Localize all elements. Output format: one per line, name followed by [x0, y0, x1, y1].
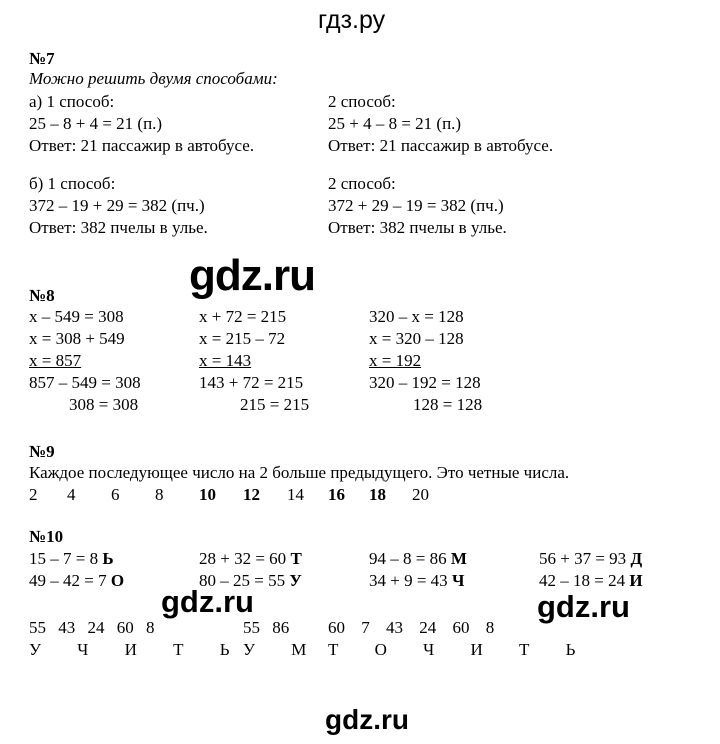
- site-title-watermark: гдз.ру: [318, 6, 386, 34]
- ex10-word2-numbers: 55 86: [243, 618, 290, 637]
- ex8-col2-result: x = 143: [199, 351, 252, 370]
- ex7-b-method2-expression: 372 + 29 – 19 = 382 (пч.): [328, 196, 504, 215]
- gdz-watermark-mid-right: gdz.ru: [537, 589, 630, 624]
- exercise-9-text: Каждое последующее число на 2 больше предыдущего. Это четные числа.: [29, 463, 570, 482]
- ex8-col2-check-result: 215 = 215: [240, 395, 310, 414]
- ex8-col3-line1: 320 – x = 128: [369, 307, 464, 326]
- ex10-word2-letters: У М: [243, 640, 323, 659]
- ex8-col2-line1: x + 72 = 215: [199, 307, 287, 326]
- ex9-number: 6: [111, 485, 120, 504]
- ex10-word1-numbers: 55 43 24 60 8: [29, 618, 155, 637]
- ex7-b-method1-answer: Ответ: 382 пчелы в улье.: [29, 218, 208, 237]
- ex8-col1-line1: x – 549 = 308: [29, 307, 124, 326]
- ex9-number-bold: 18: [369, 485, 386, 504]
- ex9-number-bold: 12: [243, 485, 260, 504]
- ex9-number: 4: [67, 485, 76, 504]
- ex7-a-method2-answer: Ответ: 21 пассажир в автобусе.: [328, 136, 554, 155]
- ex7-a-method1-expression: 25 – 8 + 4 = 21 (п.): [29, 114, 163, 133]
- ex8-col3-check-result: 128 = 128: [413, 395, 483, 414]
- exercise-7-title: №7: [29, 49, 55, 68]
- gdz-watermark-mid-left: gdz.ru: [161, 584, 254, 619]
- exercise-8-title: №8: [29, 286, 55, 305]
- ex8-col3-result: x = 192: [369, 351, 422, 370]
- ex10-equation: 80 – 25 = 55 У: [199, 571, 302, 590]
- ex7-b-method1-label: б) 1 способ:: [29, 174, 116, 193]
- gdz-watermark-bottom: gdz.ru: [325, 704, 409, 735]
- ex9-number: 8: [155, 485, 164, 504]
- ex7-a-method2-expression: 25 + 4 – 8 = 21 (п.): [328, 114, 462, 133]
- ex10-equation: 56 + 37 = 93 Д: [539, 549, 643, 568]
- exercise-9-title: №9: [29, 442, 55, 461]
- ex9-number: 2: [29, 485, 38, 504]
- ex10-equation: 34 + 9 = 43 Ч: [369, 571, 465, 590]
- ex8-col2-check: 143 + 72 = 215: [199, 373, 304, 392]
- ex8-col1-check-result: 308 = 308: [69, 395, 139, 414]
- ex9-number-bold: 10: [199, 485, 216, 504]
- ex8-col1-check: 857 – 549 = 308: [29, 373, 141, 392]
- ex10-equation: 42 – 18 = 24 И: [539, 571, 643, 590]
- ex10-word1-letters: У Ч И Т Ь: [29, 640, 246, 659]
- ex7-a-method1-label: а) 1 способ:: [29, 92, 115, 111]
- ex8-col1-line2: x = 308 + 549: [29, 329, 125, 348]
- ex7-b-method2-label: 2 способ:: [328, 174, 396, 193]
- ex10-word3-letters: Т О Ч И Т Ь: [328, 640, 592, 659]
- ex10-word3-numbers: 60 7 43 24 60 8: [328, 618, 495, 637]
- ex10-equation: 15 – 7 = 8 Ь: [29, 549, 114, 568]
- ex10-equation: 49 – 42 = 7 О: [29, 571, 125, 590]
- gdz-watermark-large: gdz.ru: [189, 251, 315, 300]
- ex9-number-bold: 16: [328, 485, 345, 504]
- ex9-number: 14: [287, 485, 304, 504]
- ex7-b-method2-answer: Ответ: 382 пчелы в улье.: [328, 218, 507, 237]
- ex8-col2-line2: x = 215 – 72: [199, 329, 286, 348]
- ex9-number: 20: [412, 485, 429, 504]
- ex10-equation: 94 – 8 = 86 М: [369, 549, 467, 568]
- ex8-col1-result: x = 857: [29, 351, 82, 370]
- exercise-10-title: №10: [29, 527, 64, 546]
- exercise-7-intro: Можно решить двумя способами:: [29, 69, 278, 88]
- ex8-col3-line2: x = 320 – 128: [369, 329, 464, 348]
- ex7-a-method1-answer: Ответ: 21 пассажир в автобусе.: [29, 136, 255, 155]
- ex7-b-method1-expression: 372 – 19 + 29 = 382 (пч.): [29, 196, 205, 215]
- ex7-a-method2-label: 2 способ:: [328, 92, 396, 111]
- ex8-col3-check: 320 – 192 = 128: [369, 373, 481, 392]
- ex10-equation: 28 + 32 = 60 Т: [199, 549, 302, 568]
